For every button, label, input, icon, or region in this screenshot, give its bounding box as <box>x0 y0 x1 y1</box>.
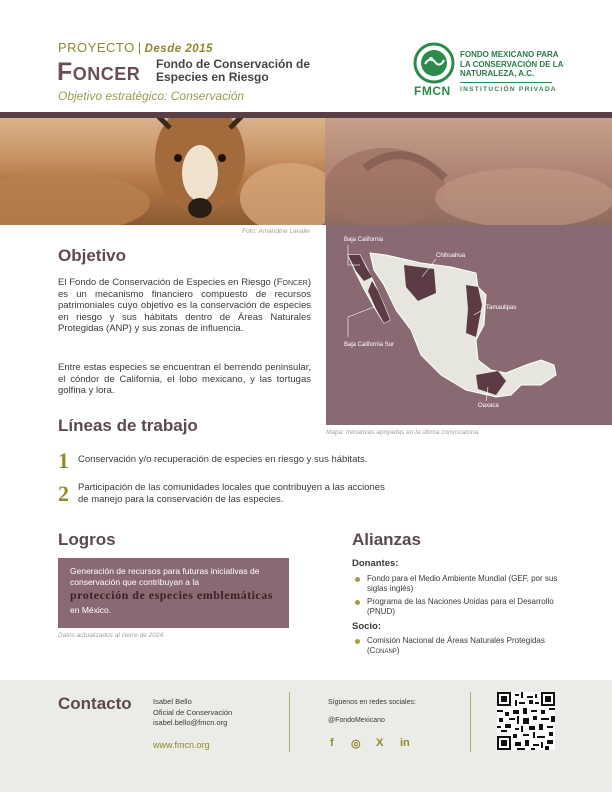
map-label-baja-california-sur: Baja California Sur <box>344 342 395 348</box>
logo-divider <box>460 82 552 83</box>
title-text: Foncer <box>57 58 141 86</box>
contact-heading: Contacto <box>58 694 132 713</box>
pronghorn-illustration <box>0 118 325 225</box>
bullet-icon <box>355 600 360 605</box>
objetivo-paragraph-2: Entre estas especies se encuentran el berrendo peninsular, el cóndor de California, el lobo mexicano, y las tortugas golfina y lora. <box>58 362 311 396</box>
fmcn-logo-icon <box>413 42 455 84</box>
map-label-tamaulipas: Tamaulipas <box>486 305 517 311</box>
contact-role: Oficial de Conservación <box>153 707 233 717</box>
footer-divider-1 <box>289 692 290 752</box>
separator: | <box>137 40 142 55</box>
contact-name: Isabel Bello <box>153 697 192 706</box>
objetivo-paragraph-1: El Fondo de Conservación de Especies en Riesgo (Foncer) es un mecanismo financiero compuesto de recursos patrimoniales cuyo objetivo es la conservación de especies en riesgo y sus hábitats dentro de Áreas Naturales Protegidas (ANP) y sus zonas de influencia. <box>58 277 311 334</box>
instagram-icon[interactable]: ◎ <box>351 738 361 750</box>
mainland-mexico <box>370 253 556 397</box>
logros-box <box>58 558 289 628</box>
logros-text: Generación de recursos para futuras iniciativas de conservación que contribuyan a la <box>70 566 260 587</box>
bullet-icon <box>355 577 360 582</box>
logros-highlight: protección de especies emblemáticas <box>70 588 273 602</box>
page-subtitle: Fondo de Conservación de Especies en Riesgo <box>156 57 311 84</box>
mexico-map <box>326 225 612 425</box>
project-label <box>58 40 213 55</box>
lineas-heading: Líneas de trabajo <box>58 416 198 435</box>
social-handle[interactable]: @FondoMexicano <box>328 717 385 724</box>
facebook-icon[interactable]: f <box>330 737 334 749</box>
since-text: Desde 2015 <box>144 43 213 55</box>
logo-acronym: FMCN <box>414 84 451 98</box>
qr-code-icon[interactable] <box>497 692 555 750</box>
donantes-label: Donantes: <box>352 558 399 569</box>
mexico-map-shape <box>326 225 612 425</box>
donante-item-1: Fondo para el Medio Ambiente Mundial (GEF, por sus siglas inglés) <box>367 574 558 593</box>
footer-divider-2 <box>470 692 471 752</box>
alianzas-heading: Alianzas <box>352 530 421 549</box>
social-label: Síguenos en redes sociales: <box>328 699 416 706</box>
socio-label: Socio: <box>352 621 382 632</box>
objective-line: Objetivo estratégico: Conservación <box>58 89 245 103</box>
donante-item-2: Programa de las Naciones Unidas para el Desarrollo (PNUD) <box>367 597 554 616</box>
contact-details <box>153 697 232 729</box>
logo-name: FONDO MEXICANO PARA LA CONSERVACIÓN DE LA NATURALEZA, A.C. <box>460 50 564 78</box>
linkedin-icon[interactable]: in <box>400 737 410 749</box>
map-caption: Mapa: Iniciativas apoyadas en la última convocatoria. <box>326 429 480 436</box>
logo-tagline: INSTITUCIÓN PRIVADA <box>460 86 557 93</box>
socio-item: Comisión Nacional de Áreas Naturales Protegidas (Conanp) <box>367 636 545 655</box>
lineas-item-1: Conservación y/o recuperación de especies en riesgo y sus hábitats. <box>78 454 368 465</box>
map-label-oaxaca: Oaxaca <box>478 403 499 409</box>
lineas-item-2: Participación de las comunidades locales que contribuyen a las acciones de manejo para la conservación de las especies. <box>78 482 385 505</box>
map-label-baja-california: Baja California <box>344 237 384 243</box>
logros-text-end: en México. <box>70 605 112 615</box>
x-icon[interactable]: X <box>376 737 384 749</box>
banner-photo <box>0 112 612 225</box>
map-label-chihuahua: Chihuahua <box>436 253 466 259</box>
pronghorn-photo-left <box>0 118 325 225</box>
logros-heading: Logros <box>58 530 116 549</box>
page-title <box>57 58 140 87</box>
bullet-icon <box>355 639 360 644</box>
pronghorn-illustration-faded <box>325 118 612 225</box>
lineas-number-1: 1 <box>58 448 69 473</box>
contact-email[interactable]: isabel.bello@fmcn.org <box>153 718 228 727</box>
proyecto-text: PROYECTO <box>58 40 135 55</box>
photo-credit: Foto: Amandine Lavalle <box>242 228 311 235</box>
objetivo-heading: Objetivo <box>58 246 127 265</box>
data-updated-note: Datos actualizados al cierre de 2024. <box>58 632 165 639</box>
lineas-number-2: 2 <box>58 481 69 506</box>
website-link[interactable]: www.fmcn.org <box>153 740 210 750</box>
pronghorn-photo-right <box>325 118 612 225</box>
